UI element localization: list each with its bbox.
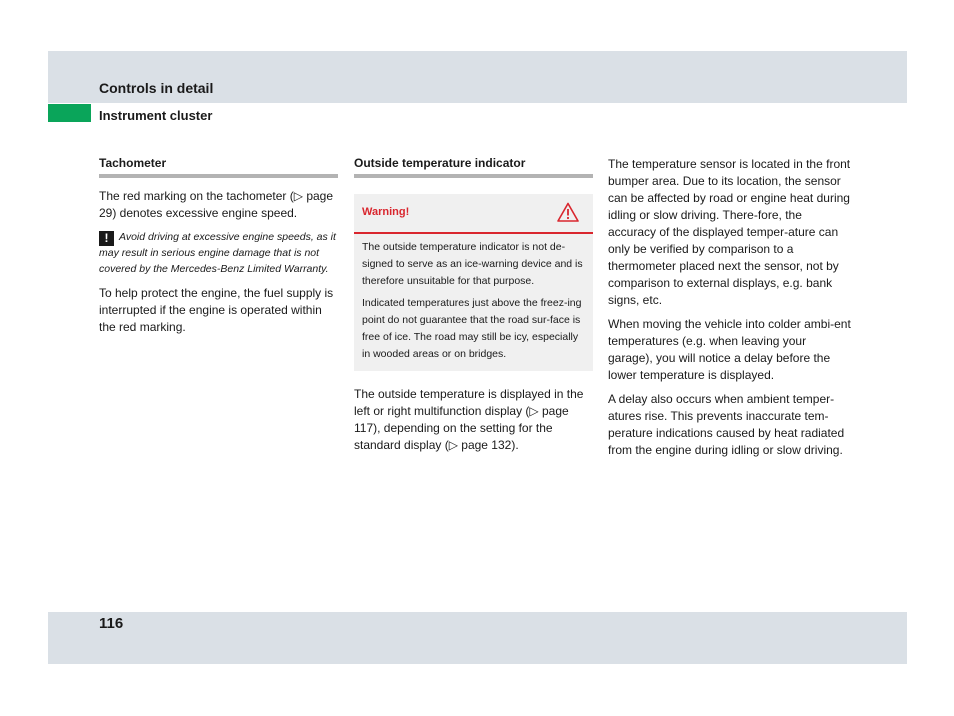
section-color-tab (48, 104, 91, 122)
tachometer-paragraph-2: To help protect the engine, the fuel supply is interrupted if the engine is operated within the red marking. (99, 286, 334, 334)
tachometer-column (99, 156, 338, 336)
engine-damage-note-text: Avoid driving at excessive engine speeds, as it may result in serious engine damage that is not covered by the Mercedes-Benz Limited Warranty. (99, 231, 336, 275)
exclamation-icon: ! (99, 231, 114, 246)
warning-triangle-icon (557, 202, 579, 222)
footer-band (48, 612, 907, 664)
subsection-title: Instrument cluster (99, 108, 213, 123)
warning-paragraph-2: Indicated temperatures just above the freez-ing point do not guarantee that the road sur-face is free of ice. The road may still be icy, especially in wooded areas or on bridges. (362, 297, 582, 360)
engine-damage-note (99, 230, 338, 277)
warning-body (354, 234, 593, 371)
tachometer-paragraph-1: The red marking on the tachometer (▷ page 29) denotes excessive engine speed. (99, 189, 334, 220)
warning-box (354, 194, 593, 371)
sensor-column (608, 156, 853, 459)
tachometer-heading: Tachometer (99, 156, 338, 178)
warning-paragraph-1: The outside temperature indicator is not de-signed to serve as an ice-warning device and is therefore unsuitable for that purpose. (362, 241, 583, 287)
sensor-paragraph-3: A delay also occurs when ambient temper-atures rise. This prevents inaccurate tem-perature indications caused by heat radiated from the engine during idling or slow driving. (608, 392, 845, 457)
outside-temperature-column (354, 156, 593, 454)
section-title: Controls in detail (99, 80, 214, 96)
outside-temperature-paragraph: The outside temperature is displayed in the left or right multifunction display (▷ page 117), depending on the setting for the standard display (▷ page 132). (354, 387, 584, 452)
sensor-paragraph-1: The temperature sensor is located in the front bumper area. Due to its location, the sensor can be affected by road or engine heat during idling or slow driving. There-fore, the accuracy of the displayed temper-ature can only be verified by comparison to a thermometer placed next the sensor, not by comparison to external displays, e.g. bank signs, etc. (608, 157, 851, 307)
warning-header (354, 194, 593, 234)
sensor-paragraph-2: When moving the vehicle into colder ambi-ent temperatures (e.g. when leaving your garage), you will notice a delay before the lower temperature is displayed. (608, 317, 851, 382)
warning-label: Warning! (362, 206, 410, 218)
page-number: 116 (99, 615, 124, 632)
outside-temperature-heading: Outside temperature indicator (354, 156, 593, 178)
